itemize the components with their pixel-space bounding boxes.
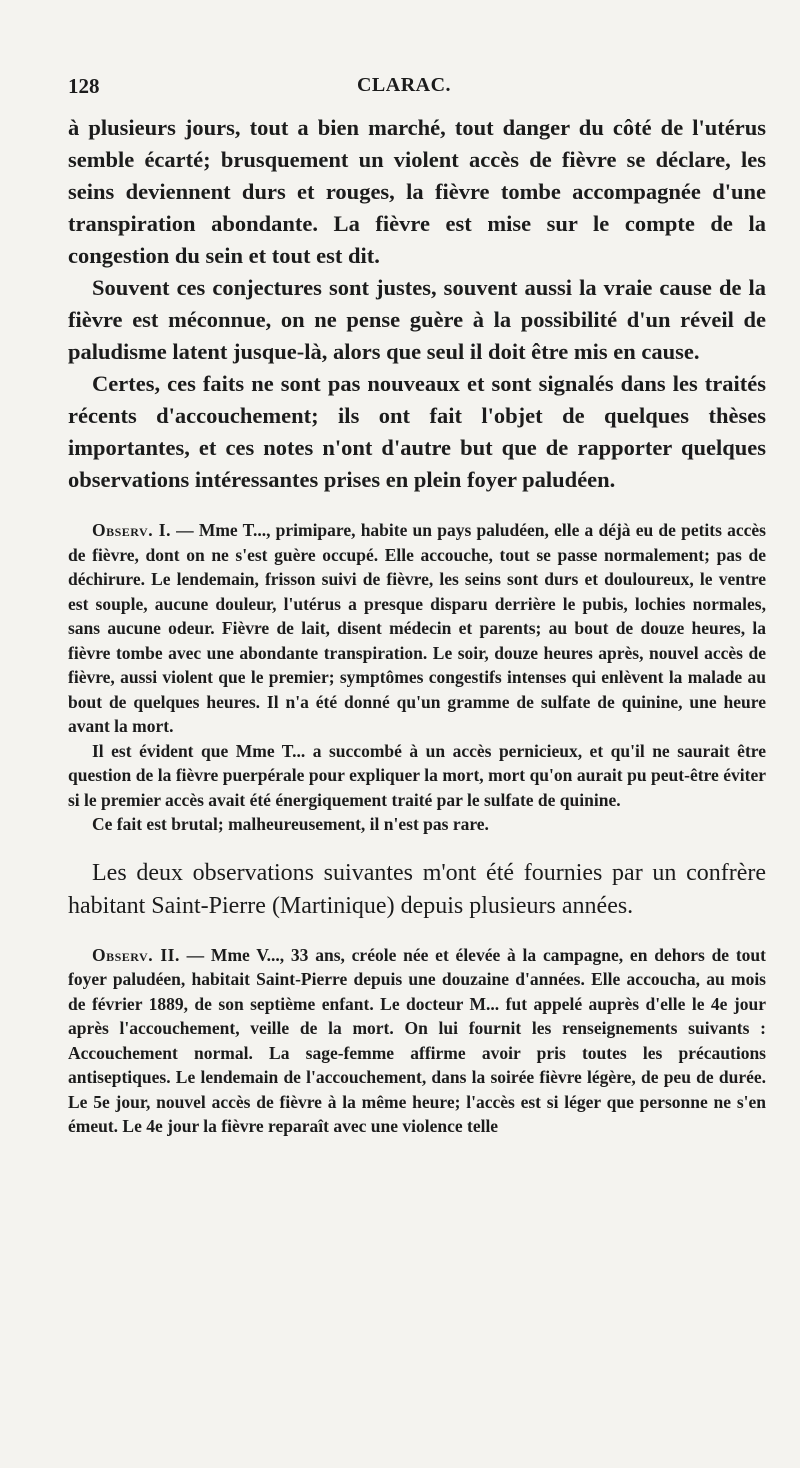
observation-1-text: — Mme T..., primipare, habite un pays paludéen, elle a déjà eu de petits accès de fièvre, dont on ne s'est guère occupé. Elle accouche, tout se passe normalement; pas de déchirure. Le lendemain, frisson suivi de fièvre, les seins sont durs et douloureux, le ventre est souple, aucune douleur, l'utérus a presque disparu derrière le pubis, lochies normales, sans aucune odeur. Fièvre de lait, disent médecin et parents; au bout de douze heures, la fièvre tombe avec une abondante transpiration. Le soir, douze heures après, nouvel accès de fièvre, aussi violent que le premier; symptômes congestifs intenses qui enlèvent la malade au bout de quelques heures. Il n'a été donné qu'un gramme de sulfate de quinine, une heure avant la mort.	[68, 520, 766, 736]
body-text	[68, 112, 766, 1139]
observation-1	[68, 518, 766, 739]
observation-1-commentary: Il est évident que Mme T... a succombé à un accès pernicieux, et qu'il ne saurait être question de la fièvre puerpérale pour expliquer la mort, mort qu'on aurait pu peut-être éviter si le premier accès avait été énergiquement traité par le sulfate de quinine.	[68, 740, 766, 810]
running-head: CLARAC.	[356, 74, 452, 96]
observation-2-label: Observ. II.	[92, 944, 180, 965]
observation-2	[68, 943, 766, 1139]
page-number: 128	[68, 74, 100, 98]
paragraph-3: Certes, ces faits ne sont pas nouveaux et sont signalés dans les traités récents d'accouchement; ils ont fait l'objet de quelques thèses importantes, et ces notes n'ont d'autre but que de rapporter quelques observations intéressantes prises en plein foyer paludéen.	[68, 371, 766, 492]
observation-2-text: — Mme V..., 33 ans, créole née et élevée à la campagne, en dehors de tout foyer paludéen, habitait Saint-Pierre depuis une douzaine d'années. Elle accoucha, au mois de février 1889, de son septième enfant. Le docteur M... fut appelé auprès d'elle le 4e jour après l'accouchement, veille de la mort. On lui fournit les renseignements suivants : Accouchement normal. La sage-femme affirme avoir pris toutes les précautions antiseptiques. Le lendemain de l'accouchement, dans la soirée fièvre légère, de peu de durée. Le 5e jour, nouvel accès de fièvre à la même heure; l'accès est si léger que personne ne s'en émeut. Le 4e jour la fièvre reparaît avec une violence telle	[68, 944, 766, 1136]
observation-1-label: Observ. I.	[92, 520, 171, 540]
paragraph-2: Souvent ces conjectures sont justes, souvent aussi la vraie cause de la fièvre est méconnue, on ne pense guère à la possibilité d'un réveil de paludisme latent jusque-là, alors que seul il doit être mis en cause.	[68, 275, 766, 364]
paragraph-1: à plusieurs jours, tout a bien marché, tout danger du côté de l'utérus semble écarté; brusquement un violent accès de fièvre se déclare, les seins deviennent durs et rouges, la fièvre tombe accompagnée d'une transpiration abondante. La fièvre est mise sur le compte de la congestion du sein et tout est dit.	[68, 115, 766, 268]
observation-1-conclusion: Ce fait est brutal; malheureusement, il n'est pas rare.	[92, 814, 489, 834]
bridge-paragraph: Les deux observations suivantes m'ont été fournies par un confrère habitant Saint-Pierre (Martinique) depuis plusieurs années.	[68, 859, 766, 919]
page-header	[68, 74, 740, 102]
